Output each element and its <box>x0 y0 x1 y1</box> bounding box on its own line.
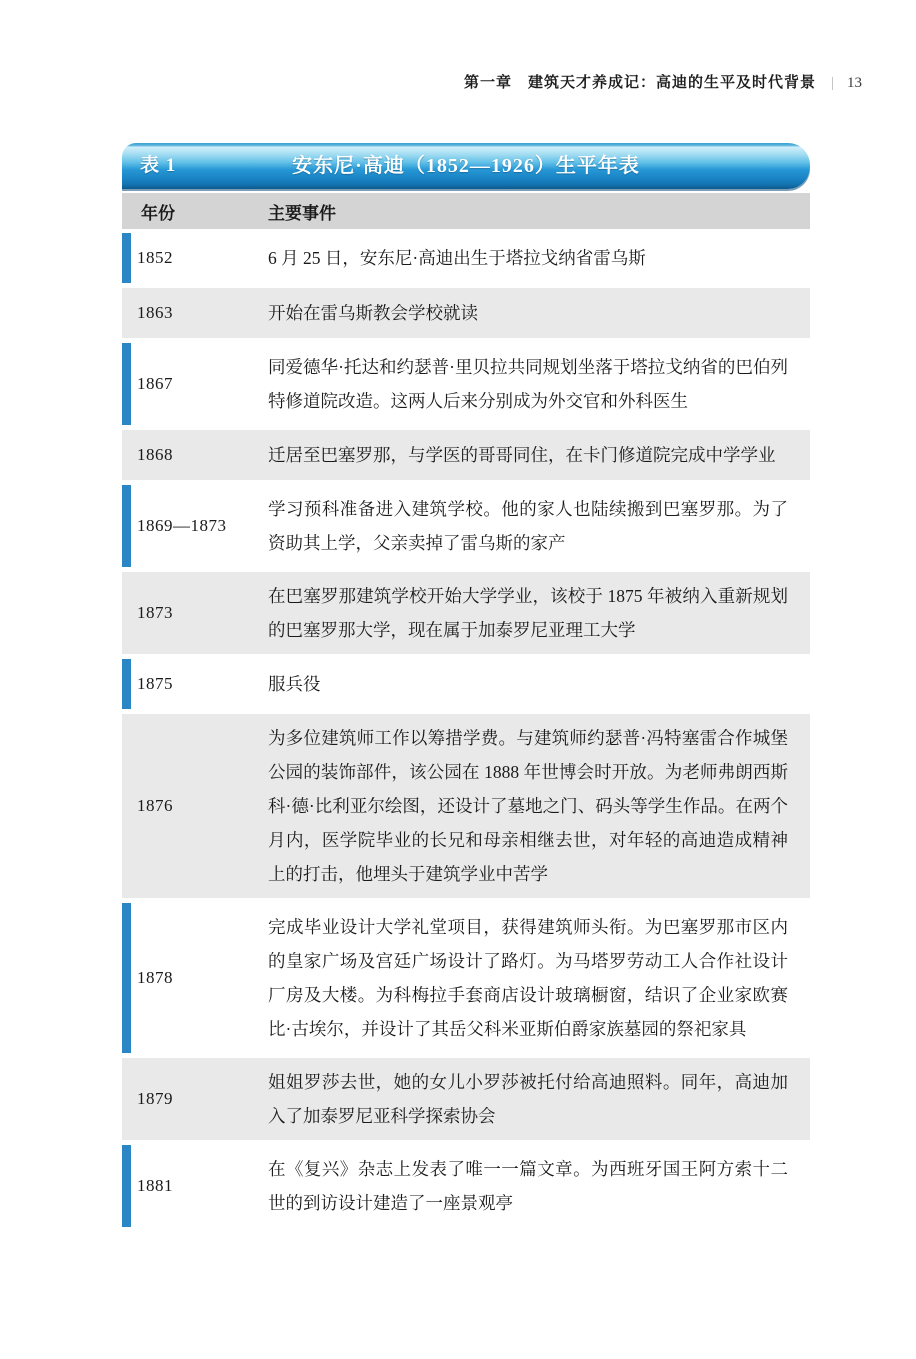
event-cell: 迁居至巴塞罗那，与学医的哥哥同住，在卡门修道院完成中学学业 <box>268 445 776 465</box>
year-cell: 1876 <box>137 796 173 815</box>
table-title: 安东尼·高迪（1852—1926）生平年表 <box>292 155 640 177</box>
table-header-bar <box>122 143 810 189</box>
table-row <box>122 903 810 1053</box>
table-body <box>122 233 810 1227</box>
event-cell-wrap <box>268 714 810 898</box>
row-accent-bar <box>122 572 131 654</box>
row-accent-bar <box>122 1145 131 1227</box>
table-row <box>122 430 810 480</box>
event-cell: 在《复兴》杂志上发表了唯一一篇文章。为西班牙国王阿方索十二世的到访设计建造了一座景观亭 <box>268 1159 788 1213</box>
event-cell-wrap <box>268 430 810 480</box>
table-row <box>122 288 810 338</box>
event-cell-wrap <box>268 485 810 567</box>
row-accent-bar <box>122 430 131 480</box>
event-cell: 完成毕业设计大学礼堂项目，获得建筑师头衔。为巴塞罗那市区内的皇家广场及宫廷广场设计了路灯。为马塔罗劳动工人合作社设计厂房及大楼。为科梅拉手套商店设计玻璃橱窗，结识了企业家欧赛比·古埃尔，并设计了其岳父科米亚斯伯爵家族墓园的祭祀家具 <box>268 917 788 1039</box>
event-cell: 为多位建筑师工作以筹措学费。与建筑师约瑟普·冯特塞雷合作城堡公园的装饰部件，该公园在 1888 年世博会时开放。为老师弗朗西斯科·德·比利亚尔绘图，还设计了墓地之门、码头等学生作品。在两个月内，医学院毕业的长兄和母亲相继去世，对年轻的高迪造成精神上的打击，他埋头于建筑学业中苦学 <box>268 728 788 884</box>
event-cell: 姐姐罗莎去世，她的女儿小罗莎被托付给高迪照料。同年，高迪加入了加泰罗尼亚科学探索协会 <box>268 1072 788 1126</box>
year-cell: 1868 <box>137 445 173 464</box>
chapter-title: 第一章 建筑天才养成记：高迪的生平及时代背景 <box>463 75 816 91</box>
year-cell: 1881 <box>137 1176 173 1195</box>
table-row <box>122 714 810 898</box>
header-divider: | <box>830 75 834 91</box>
column-header-row <box>122 193 810 229</box>
timeline-table <box>122 143 810 1232</box>
event-cell: 同爱德华·托达和约瑟普·里贝拉共同规划坐落于塔拉戈纳省的巴伯列特修道院改造。这两人后来分别成为外交官和外科医生 <box>268 357 788 411</box>
table-row <box>122 572 810 654</box>
row-accent-bar <box>122 233 131 283</box>
year-cell: 1873 <box>137 603 173 622</box>
row-accent-bar <box>122 343 131 425</box>
event-cell-wrap <box>268 659 810 709</box>
event-cell: 开始在雷乌斯教会学校就读 <box>268 303 478 323</box>
event-cell: 服兵役 <box>268 674 321 694</box>
event-cell-wrap <box>268 572 810 654</box>
row-accent-bar <box>122 903 131 1053</box>
table-row <box>122 659 810 709</box>
year-cell: 1875 <box>137 674 173 693</box>
year-cell: 1878 <box>137 968 173 987</box>
event-cell-wrap <box>268 903 810 1053</box>
row-accent-bar <box>122 1058 131 1140</box>
year-cell: 1869—1873 <box>137 516 227 535</box>
year-cell: 1852 <box>137 248 173 267</box>
event-cell: 在巴塞罗那建筑学校开始大学学业，该校于 1875 年被纳入重新规划的巴塞罗那大学，现在属于加泰罗尼亚理工大学 <box>268 586 788 640</box>
year-cell: 1863 <box>137 303 173 322</box>
year-cell: 1879 <box>137 1089 173 1108</box>
event-cell: 学习预科准备进入建筑学校。他的家人也陆续搬到巴塞罗那。为了资助其上学，父亲卖掉了雷乌斯的家产 <box>268 499 788 553</box>
table-label: 表 1 <box>140 155 177 176</box>
row-accent-bar <box>122 714 131 898</box>
event-cell-wrap <box>268 288 810 338</box>
event-cell: 6 月 25 日，安东尼·高迪出生于塔拉戈纳省雷乌斯 <box>268 248 646 268</box>
page-header <box>464 72 862 94</box>
row-accent-bar <box>122 485 131 567</box>
column-header-year: 年份 <box>141 203 175 223</box>
page-number: 13 <box>847 75 862 91</box>
table-row <box>122 233 810 283</box>
event-cell-wrap <box>268 1058 810 1140</box>
column-header-event: 主要事件 <box>268 203 336 223</box>
table-row <box>122 1058 810 1140</box>
year-cell: 1867 <box>137 374 173 393</box>
event-cell-wrap <box>268 1145 810 1227</box>
table-row <box>122 343 810 425</box>
table-row <box>122 485 810 567</box>
event-cell-wrap <box>268 233 810 283</box>
table-row <box>122 1145 810 1227</box>
row-accent-bar <box>122 288 131 338</box>
row-accent-bar <box>122 659 131 709</box>
event-cell-wrap <box>268 343 810 425</box>
